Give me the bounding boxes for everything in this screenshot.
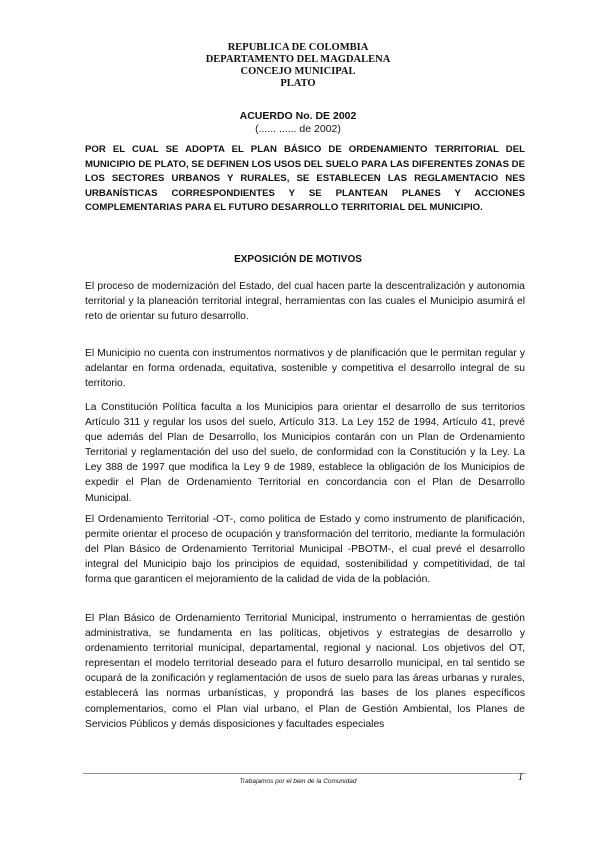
section-title: EXPOSICIÓN DE MOTIVOS <box>234 254 362 265</box>
page-number: 1 <box>518 772 523 783</box>
body-paragraph: El Municipio no cuenta con instrumentos normativos y de planificación que le permitan regular y adelantar en forma ordenada, equitativa, sostenible y competitiva el desarrollo integral de su territorio. <box>85 348 525 390</box>
body-paragraph: El Ordenamiento Territorial -OT-, como politica de Estado y como instrumento de planificación, permite orientar el proceso de ocupación y transformación del territorio, mediante la formulación del Plan Básico de Ordenamiento Territorial Municipal -PBOTM-, el cual prevé el desarrollo integral del Municipio bajo los principios de equidad, sostenibilidad y competitividad, de tal forma que garanticen el mejoramiento de la calidad de vida de la población. <box>85 514 525 586</box>
header-country: REPUBLICA DE COLOMBIA <box>227 42 369 53</box>
body-paragraph: El Plan Básico de Ordenamiento Territorial Municipal, instrumento o herramientas de gestión administrativa, se fundamenta en las políticas, objetivos y estrategias de desarrollo y ordenamiento territorial municipal, departamental, regional y nacional. Los objetivos del OT, representan el modelo territorial deseado para el futuro desarrollo municipal, en tal sentido se ocupará de la zonificación y reglamentación de usos de suelo para las áreas urbanas y rurales, establecerá las normas urbanísticas, y propondrá las bases de los planes específicos complementarios, como el Plan vial urbano, el Plan de Gestión Ambiental, los Planes de Servicios Públicos y demás disposiciones y facultades especiales <box>85 613 525 730</box>
body-paragraph: El proceso de modernización del Estado, del cual hacen parte la descentralización y autonomia territorial y la planeación territorial integral, herramientas con las cuales el Municipio asumirá el reto de orientar su futuro desarrollo. <box>85 281 525 323</box>
footer-divider <box>83 773 526 774</box>
agreement-number: ACUERDO No. DE 2002 <box>239 110 357 122</box>
header-department: DEPARTAMENTO DEL MAGDALENA <box>205 54 391 65</box>
header-municipality: PLATO <box>280 78 316 89</box>
agreement-date: (...... ...... de 2002) <box>255 123 341 135</box>
header-council: CONCEJO MUNICIPAL <box>240 66 356 77</box>
agreement-heading <box>0 110 596 136</box>
footer-motto: Trabajamos por el bien de la Comunidad <box>239 778 357 785</box>
agreement-title-paragraph: POR EL CUAL SE ADOPTA EL PLAN BÁSICO DE ORDENAMIENTO TERRITORIAL DEL MUNICIPIO DE PLATO, SE DEFINEN LOS USOS DEL SUELO PARA LAS DIFERENTES ZONAS DE LOS SECTORES URBANOS Y RURALES, SE ESTABLECEN LAS REGLAMENTACIO NES URBANÍSTICAS CORRESPONDIENTES Y SE PLANTEAN PLANES Y ACCIONES COMPLEMENTARIAS PARA EL FUTURO DESARROLLO TERRITORIAL DEL MUNICIPIO. <box>85 144 525 214</box>
document-header <box>0 42 596 90</box>
body-paragraph: La Constitución Política faculta a los Municipios para orientar el desarrollo de sus territorios Artículo 311 y regular los usos del suelo, Artículo 313. La Ley 152 de 1994, Artículo 41, prevé que además del Plan de Desarrollo, los Municipios contarán con un Plan de Ordenamiento Territorial y reglamentación del uso del suelo, de conformidad con la Constitución y la Ley. La Ley 388 de 1997 que modifica la Ley 9 de 1989, establece la obligación de los Municipios de expedir el Plan de Ordenamiento Territorial en concordancia con el Plan de Desarrollo Municipal. <box>85 402 525 504</box>
